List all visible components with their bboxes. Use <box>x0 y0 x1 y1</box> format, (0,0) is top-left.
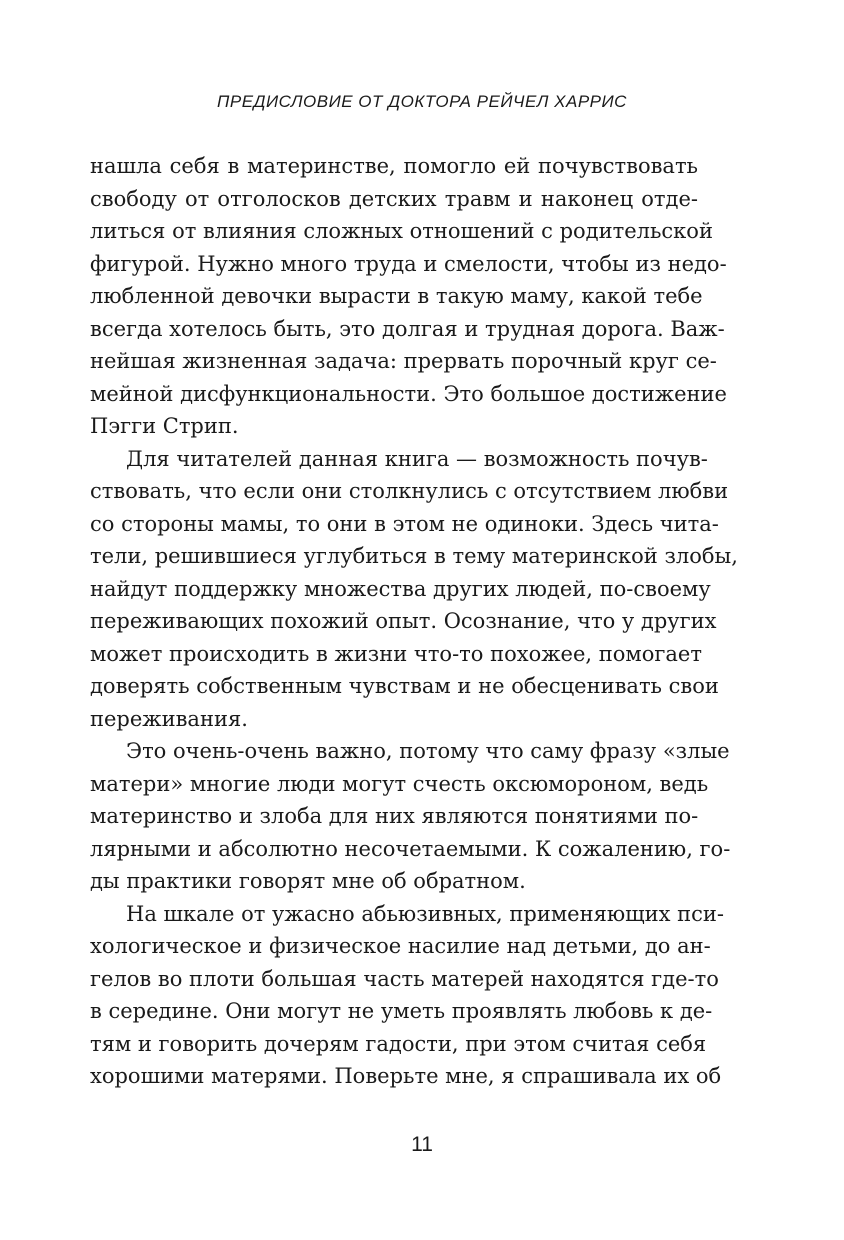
text-line: ствовать, что если они столкнулись с отсутствием любви <box>90 479 729 503</box>
text-line: доверять собственным чувствам и не обесценивать свои <box>90 674 719 698</box>
text-line: литься от влияния сложных отношений с родительской <box>90 219 713 243</box>
text-line: нашла себя в материнстве, помогло ей почувствовать <box>90 154 698 178</box>
text-line: Пэгги Стрип. <box>90 414 239 438</box>
text-line: всегда хотелось быть, это долгая и трудная дорога. Важ- <box>90 316 725 341</box>
paragraph <box>90 735 731 898</box>
running-head: ПРЕДИСЛОВИЕ ОТ ДОКТОРА РЕЙЧЕЛ ХАРРИС <box>217 92 627 111</box>
text-line: нейшая жизненная задача: прервать порочный круг се- <box>90 349 717 373</box>
text-line: тели, решившиеся углубиться в тему материнской злобы, <box>90 544 738 568</box>
text-line: любленной девочки вырасти в такую маму, какой тебе <box>90 284 703 308</box>
text-line: переживающих похожий опыт. Осознание, что у других <box>90 609 717 633</box>
text-line: свободу от отголосков детских травм и наконец отде- <box>90 186 698 211</box>
text-line: найдут поддержку множества других людей, по-своему <box>90 576 711 601</box>
text-line: гелов во плоти большая часть матерей находятся где-то <box>90 966 719 991</box>
text-line: матери» многие люди могут счесть оксюмороном, ведь <box>90 771 709 796</box>
text-line: тям и говорить дочерям гадости, при этом считая себя <box>90 1031 707 1056</box>
text-line: хологическое и физическое насилие над детьми, до ан- <box>90 934 711 958</box>
text-line: Это очень-очень важно, потому что саму фразу «злые <box>126 739 730 763</box>
text-line: в середине. Они могут не уметь проявлять любовь к де- <box>90 999 713 1023</box>
text-line: может происходить в жизни что-то похожее, помогает <box>90 641 702 666</box>
text-line: хорошими матерями. Поверьте мне, я спрашивала их об <box>90 1064 722 1088</box>
text-line: материнство и злоба для них являются понятиями по- <box>90 804 699 828</box>
paragraph <box>90 443 738 736</box>
text-line: На шкале от ужасно абьюзивных, применяющих пси- <box>126 901 724 926</box>
paragraph <box>90 898 724 1093</box>
text-line: мейной дисфункциональности. Это большое достижение <box>90 381 727 406</box>
text-line: Для читателей данная книга — возможность почув- <box>126 446 708 471</box>
page-number: 11 <box>411 1133 433 1156</box>
text-line: со стороны мамы, то они в этом не одиноки. Здесь чита- <box>90 511 719 536</box>
text-line: ды практики говорят мне об обратном. <box>90 869 526 893</box>
body-text <box>90 150 738 1093</box>
text-line: лярными и абсолютно несочетаемыми. К сожалению, го- <box>90 836 731 861</box>
paragraph <box>90 150 727 443</box>
text-line: фигурой. Нужно много труда и смелости, чтобы из недо- <box>90 251 727 276</box>
text-line: переживания. <box>90 706 248 731</box>
